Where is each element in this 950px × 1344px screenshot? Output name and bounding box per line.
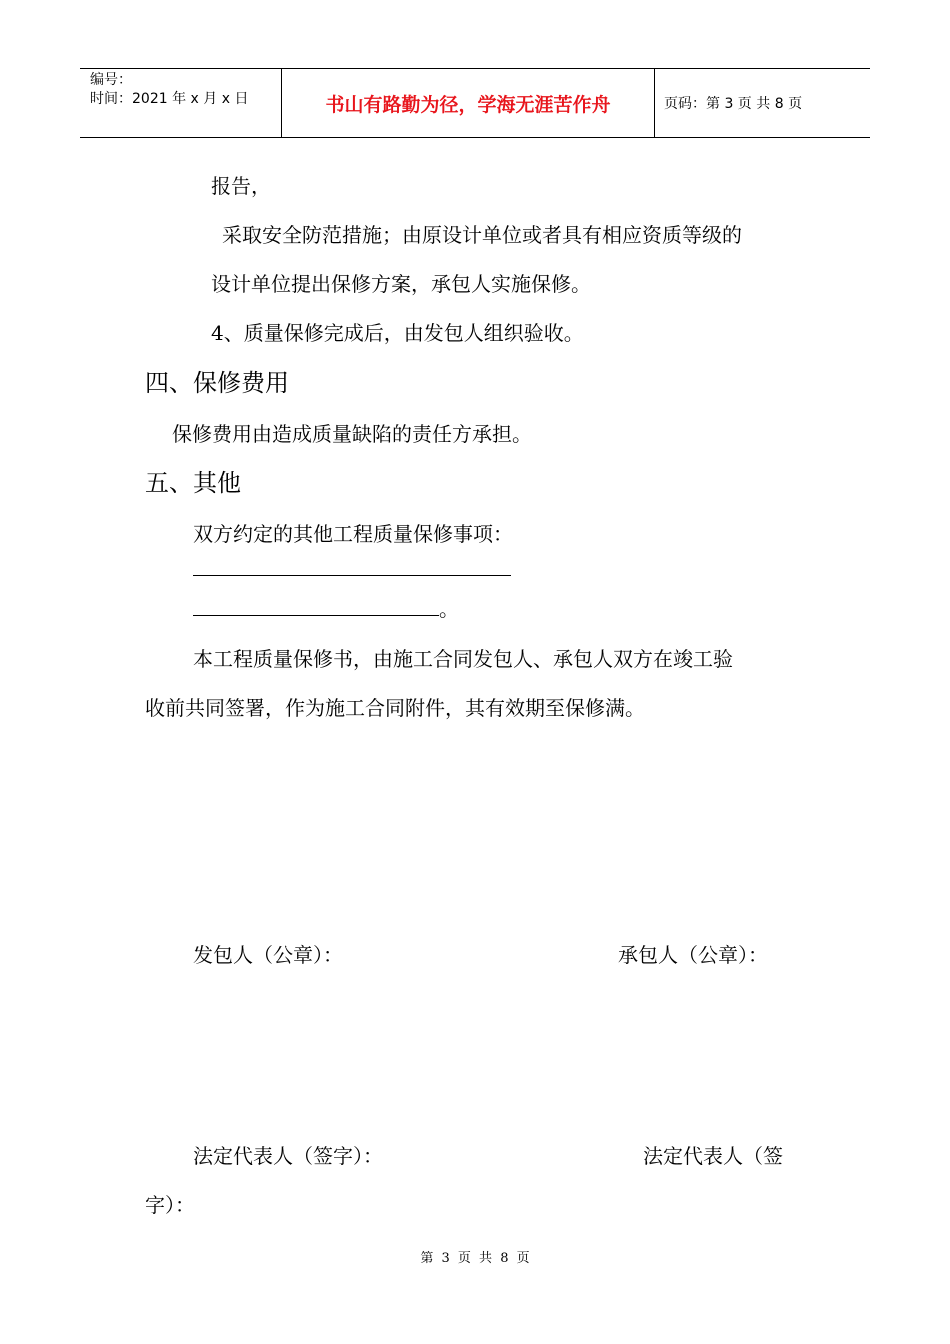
header-page-label: 页码：第 3 页 共 8 页 <box>664 96 803 112</box>
body-line-report: 报告， <box>211 174 271 198</box>
section-text-fees: 保修费用由造成质量缺陷的责任方承担。 <box>172 422 532 446</box>
closing-line-1: 本工程质量保修书，由施工合同发包人、承包人双方在竣工验 <box>193 647 733 671</box>
contractor-seal-label: 承包人（公章）： <box>618 943 768 967</box>
contractor-rep-label: 法定代表人（签 <box>643 1144 783 1168</box>
body-line-acceptance: 4、质量保修完成后，由发包人组织验收。 <box>211 321 584 345</box>
header-motto: 书山有路勤为径，学海无涯苦作舟 <box>282 69 655 137</box>
section-heading-fees: 四、保修费用 <box>145 369 289 397</box>
body-line-safety: 采取安全防范措施；由原设计单位或者具有相应资质等级的 <box>222 223 742 247</box>
blank-line-1 <box>193 575 511 576</box>
section-text-other: 双方约定的其他工程质量保修事项： <box>193 522 513 546</box>
date-label: 时间：2021 年 x 月 x 日 <box>90 91 249 107</box>
employer-rep-label: 法定代表人（签字）： <box>193 1144 383 1168</box>
contractor-rep-label-cont: 字）： <box>145 1193 195 1217</box>
page-header <box>80 68 870 138</box>
employer-seal-label: 发包人（公章）： <box>193 943 343 967</box>
blank-end-mark: 。 <box>439 597 459 621</box>
blank-line-2 <box>193 615 439 616</box>
serial-label: 编号： <box>90 72 132 88</box>
page-footer: 第 3 页 共 8 页 <box>420 1251 530 1266</box>
section-heading-other: 五、其他 <box>145 469 241 497</box>
body-line-repair-plan: 设计单位提出保修方案，承包人实施保修。 <box>211 272 591 296</box>
closing-line-2: 收前共同签署，作为施工合同附件，其有效期至保修满。 <box>145 696 645 720</box>
header-meta-cell <box>80 69 282 137</box>
